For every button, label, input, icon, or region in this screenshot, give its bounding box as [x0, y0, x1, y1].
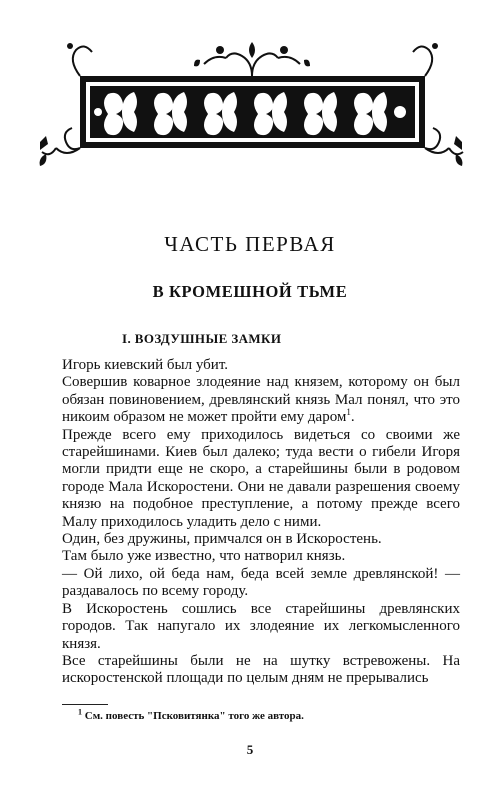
part-title: ЧАСТЬ ПЕРВАЯ — [164, 232, 336, 256]
footnote — [78, 707, 304, 722]
paragraph-text: Совершив коварное злодеяние над князем, которому он был обязан повиновением, древлянский князь Мал понял, что это никоим образом не может пройти ему даром — [62, 374, 460, 426]
footnote-marker: 1 — [78, 707, 82, 717]
footnote-ref: 1 — [346, 407, 351, 418]
paragraph: Там было уже известно, что натворил князь. — [62, 548, 346, 565]
paragraph: В Искоростень сошлись все старейшины древлянских городов. Так напугало их злодеяние их легкомысленного князя. — [62, 600, 460, 652]
paragraph: — Ой лихо, ой беда нам, беда всей земле древлянской! — раздавалось по всему городу. — [62, 565, 460, 600]
paragraph — [62, 374, 460, 426]
chapter-title: В КРОМЕШНОЙ ТЬМЕ — [152, 282, 348, 301]
ornamental-header-icon — [30, 36, 470, 166]
page-number: 5 — [246, 742, 254, 757]
paragraph: Прежде всего ему приходилось видеться со своими же старейшинами. Киев был далеко; туда вести о гибели Игоря могли придти еще не скоро, а старейшины были в родовом городе Мала Искоростени. Они не давали разрешения своему князю на подобное преступление, а потому прежде всего Малу приходилось уладить дело с ними. — [62, 426, 460, 530]
paragraph-end: . — [350, 409, 355, 426]
paragraph: Игорь киевский был убит. — [62, 357, 229, 373]
paragraph: Один, без дружины, примчался он в Искоростень. — [62, 531, 382, 548]
body-text — [62, 357, 460, 688]
section-title: I. ВОЗДУШНЫЕ ЗАМКИ — [122, 331, 282, 346]
paragraph: Все старейшины были не на шутку встревожены. На искоростенской площади по целым дням не прерывались — [62, 652, 460, 687]
footnote-divider — [62, 704, 108, 705]
footnote-text: См. повесть "Псковитянка" того же автора. — [82, 710, 304, 722]
